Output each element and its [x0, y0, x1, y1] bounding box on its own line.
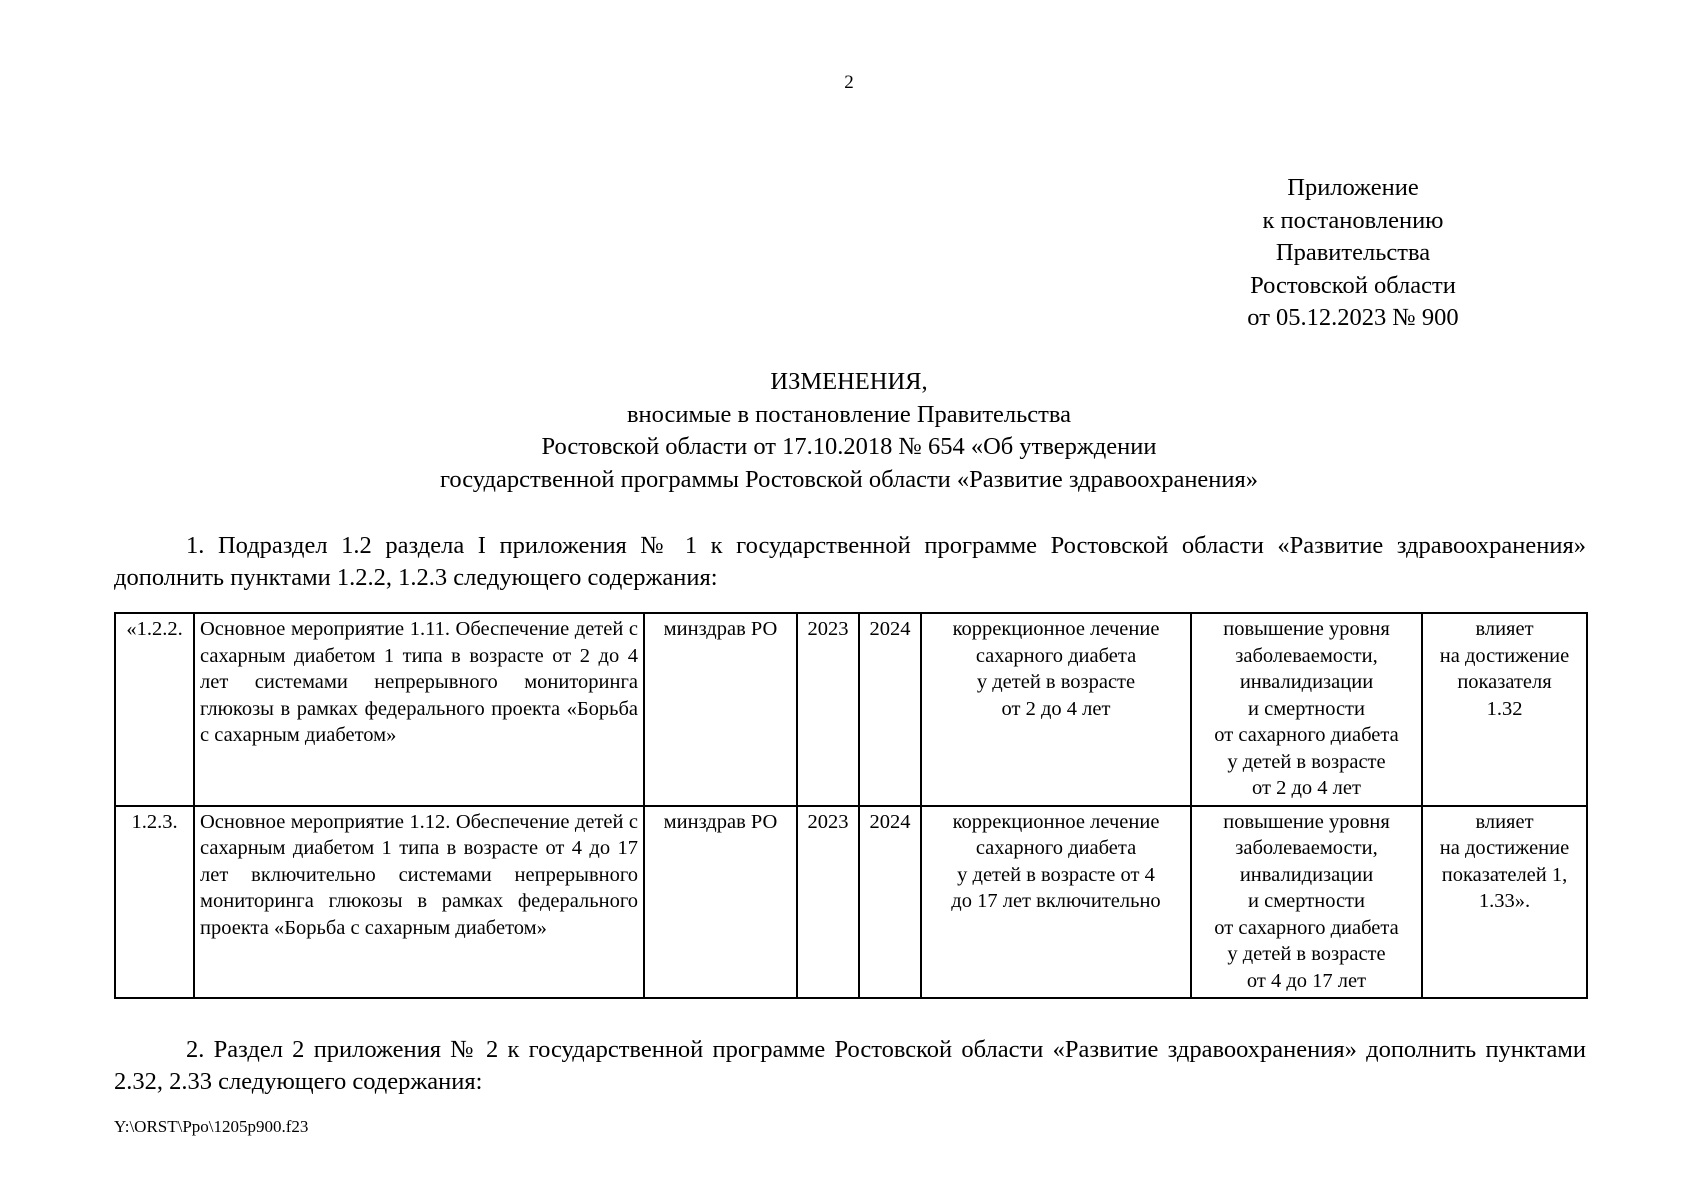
page-number: 2	[844, 72, 854, 93]
consequence-line: и смертности	[1248, 697, 1365, 720]
consequence-line: повышение уровня	[1223, 810, 1390, 833]
non-implementation-consequences	[1191, 613, 1422, 806]
consequence-line: у детей в возрасте	[1227, 750, 1386, 773]
responsible-executor: минздрав РО	[644, 613, 797, 806]
result-line: сахарного диабета	[975, 837, 1137, 859]
result-line: коррекционное лечение	[952, 618, 1160, 640]
approval-line: к постановлению	[1262, 206, 1444, 234]
indicator-link	[1422, 613, 1587, 806]
link-line: влияет	[1475, 618, 1534, 640]
approval-line: Правительства	[1275, 239, 1431, 266]
table-row	[115, 806, 1587, 999]
expected-result	[921, 613, 1191, 806]
title-line: Ростовской области от 17.10.2018 № 654 «Об утверждении	[541, 433, 1157, 460]
link-line: показателя	[1457, 671, 1552, 693]
file-path: Y:\ORST\Ppo\1205p900.f23	[114, 1117, 309, 1136]
consequence-line: у детей в возрасте	[1227, 943, 1386, 965]
title-heading: ИЗМЕНЕНИЯ,	[770, 368, 928, 395]
consequence-line: инвалидизации	[1239, 671, 1374, 693]
result-line: от 2 до 4 лет	[1001, 697, 1111, 720]
title-line: государственной программы Ростовской области «Развитие здравоохранения»	[439, 465, 1259, 493]
result-line: у детей в возрасте	[976, 671, 1136, 693]
responsible-executor: минздрав РО	[644, 806, 797, 999]
title-line: вносимые в постановление Правительства	[626, 400, 1071, 428]
non-implementation-consequences	[1191, 806, 1422, 999]
consequence-line: от 2 до 4 лет	[1252, 777, 1361, 799]
result-line: до 17 лет включительно	[951, 890, 1161, 912]
row-number: 1.2.3.	[115, 806, 194, 999]
paragraph-1: 1. Подраздел 1.2 раздела I приложения № 1 к государственной программе Ростовской области «Развитие здравоохранения» дополнить пунктами 1.2.2, 1.2.3 следующего содержания:	[114, 532, 1586, 591]
link-line: 1.33».	[1478, 890, 1531, 912]
expected-result	[921, 806, 1191, 999]
link-line: влияет	[1475, 810, 1534, 833]
table-row	[115, 613, 1587, 806]
end-year: 2024	[859, 806, 921, 999]
consequence-line: инвалидизации	[1239, 863, 1374, 886]
row-number: «1.2.2.	[115, 613, 194, 806]
start-year: 2023	[797, 613, 859, 806]
consequence-line: заболеваемости,	[1235, 837, 1378, 859]
link-line: показателей 1,	[1441, 863, 1568, 886]
approval-block	[1238, 172, 1468, 335]
result-line: у детей в возрасте от 4	[957, 863, 1155, 886]
start-year: 2023	[797, 806, 859, 999]
consequence-line: от 4 до 17 лет	[1246, 969, 1367, 992]
result-line: сахарного диабета	[975, 644, 1137, 667]
paragraph-2: 2. Раздел 2 приложения № 2 к государственной программе Ростовской области «Развитие здравоохранения» дополнить пунктами 2.32, 2.33 следующего содержания:	[114, 1036, 1586, 1095]
link-line: на достижение	[1439, 837, 1570, 859]
consequence-line: и смертности	[1248, 890, 1365, 912]
activity-name: Основное мероприятие 1.11. Обеспечение детей с сахарным диабетом 1 типа в возрасте от 2 до 4 лет системами непрерывного мониторинга глюкозы в рамках федерального проекта «Борьба с сахарным диабетом»	[194, 613, 644, 806]
end-year: 2024	[859, 613, 921, 806]
activity-name: Основное мероприятие 1.12. Обеспечение детей с сахарным диабетом 1 типа в возрасте от 4 до 17 лет включительно системами непрерывного мониторинга глюкозы в рамках федерального проекта «Борьба с сахарным диабетом»	[194, 806, 644, 999]
consequence-line: повышение уровня	[1223, 618, 1390, 640]
document-title	[0, 366, 1698, 496]
approval-line: Приложение	[1287, 174, 1419, 201]
approval-line: Ростовской области	[1250, 271, 1456, 299]
changes-table	[114, 612, 1588, 999]
consequence-line: от сахарного диабета	[1214, 724, 1399, 746]
consequence-line: заболеваемости,	[1235, 644, 1378, 667]
link-line: 1.32	[1486, 697, 1523, 720]
result-line: коррекционное лечение	[952, 810, 1160, 833]
link-line: на достижение	[1439, 644, 1570, 667]
approval-line: от 05.12.2023 № 900	[1247, 304, 1459, 331]
consequence-line: от сахарного диабета	[1214, 916, 1399, 939]
indicator-link	[1422, 806, 1587, 999]
